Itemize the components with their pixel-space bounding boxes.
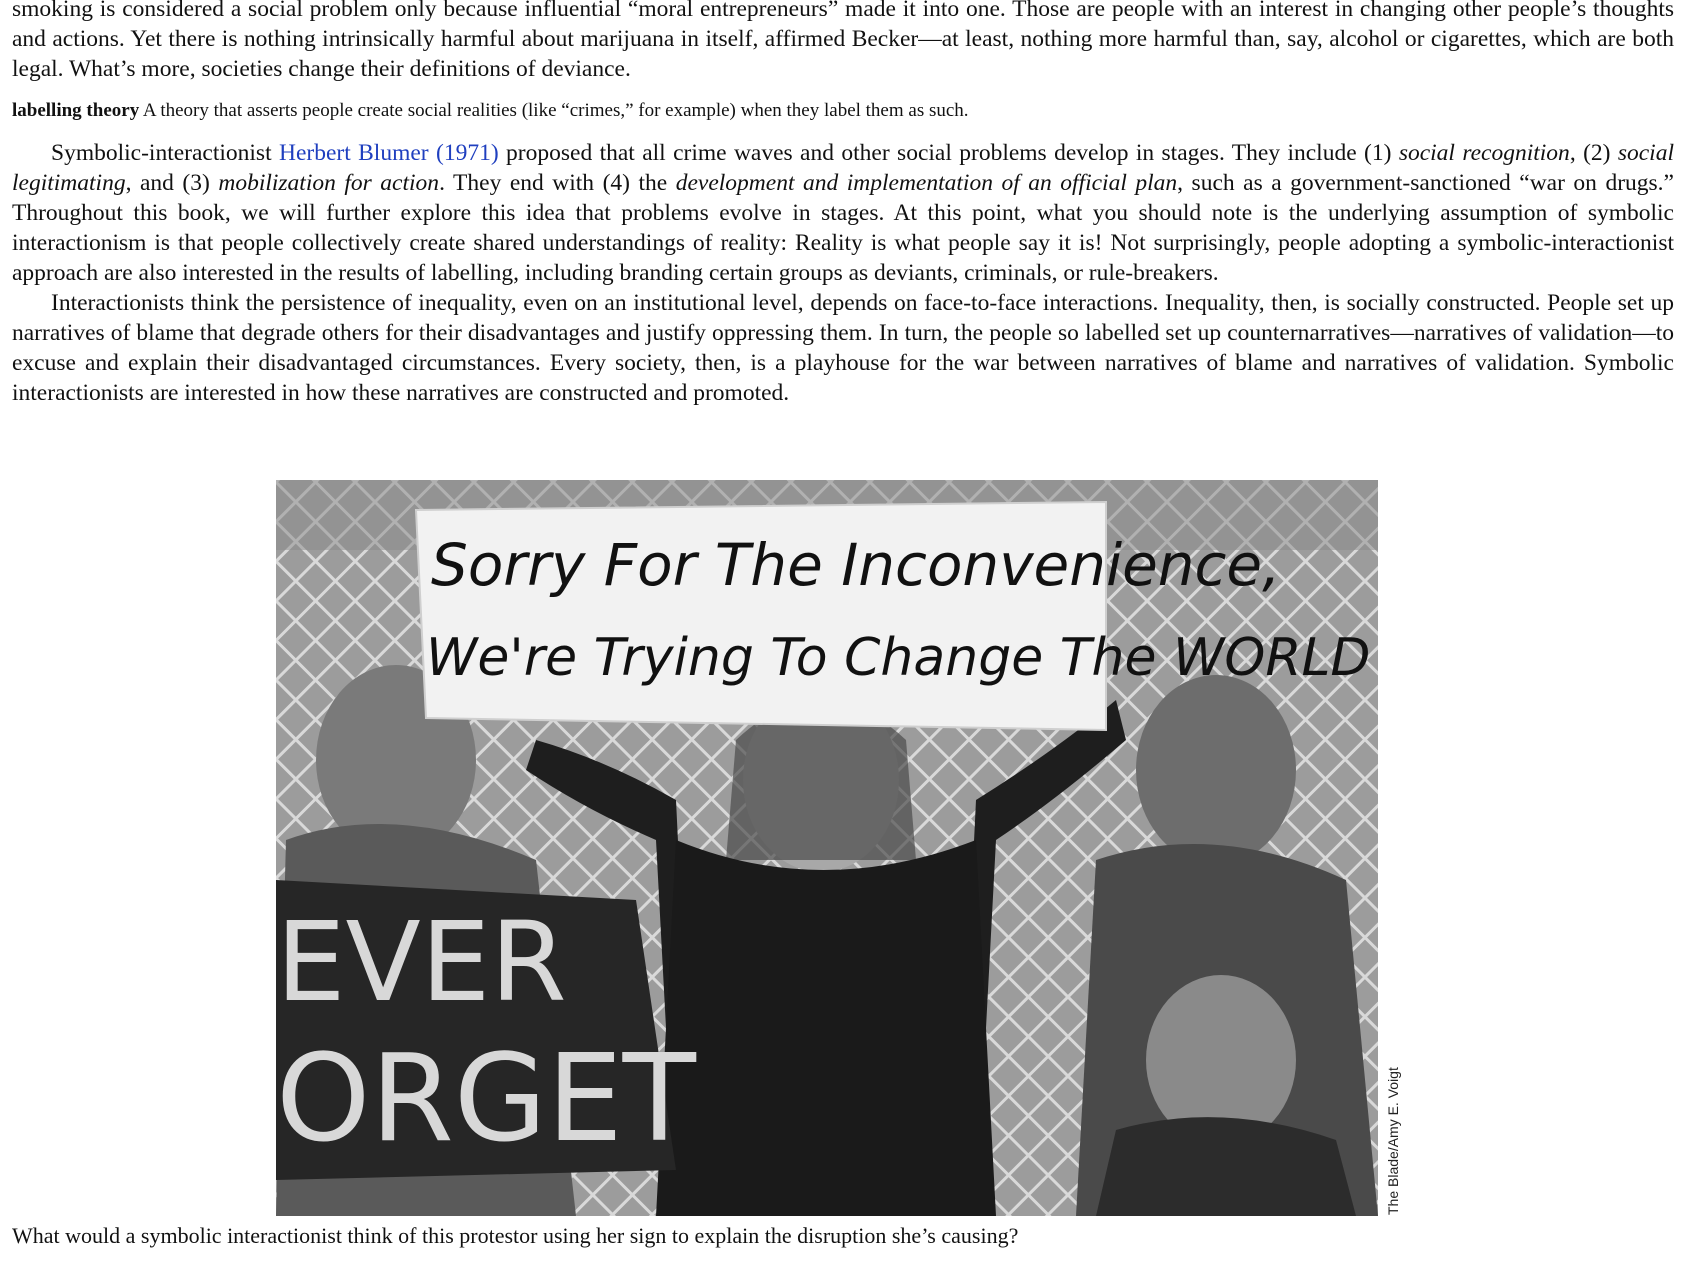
protest-photo-illustration	[276, 480, 1378, 1216]
banner-line-1: EVER	[276, 898, 567, 1026]
term-social-legitimating: social legitimating	[12, 140, 1674, 196]
glossary-entry	[12, 98, 1674, 124]
sign-line-1: Sorry For The Inconvenience,	[431, 531, 1281, 599]
text-run: , (2)	[1569, 140, 1618, 166]
citation-link-blumer[interactable]: Herbert Blumer (1971)	[278, 140, 499, 166]
text-run: Symbolic-interactionist	[51, 140, 279, 166]
term-social-recognition: social recognition	[1398, 140, 1570, 166]
person-right-head	[1136, 675, 1296, 865]
paragraph-1: smoking is considered a social problem only because influential “moral entrepreneurs” made it into one. Those are people with an interest in changing other people’s thoughts and actions. Yet there is nothing intrinsically harmful about marijuana in itself, affirmed Becker—at least, nothing more harmful than, say, alcohol or cigarettes, which are both legal. What’s more, societies change their definitions of deviance.	[12, 0, 1674, 82]
glossary-definition: A theory that asserts people create social realities (like “crimes,” for example) when they label them as such.	[139, 100, 969, 121]
text-run: , and (3)	[125, 170, 219, 196]
paragraph-3: Interactionists think the persistence of inequality, even on an institutional level, depends on face-to-face interactions. Inequality, then, is socially constructed. People set up narratives of blame that degrade others for their disadvantages and justify oppressing them. In turn, the people so labelled set up counternarratives—narratives of validation—to excuse and explain their disadvantaged circumstances. Every society, then, is a playhouse for the war between narratives of blame and narratives of validation. Symbolic interactionists are interested in how these narratives are constructed and promoted.	[12, 290, 1674, 406]
paragraph-2	[12, 138, 1674, 288]
text-run: . They end with (4) the	[439, 170, 676, 196]
sign-line-2: We're Trying To Change The WORLD	[426, 628, 1371, 688]
figure-caption: What would a symbolic interactionist think of this protestor using her sign to explain the disruption she’s causing?	[12, 1223, 1019, 1248]
glossary-term: labelling theory	[12, 100, 140, 121]
protest-photo	[276, 480, 1378, 1216]
text-run: proposed that all crime waves and other social problems develop in stages. They include (1)	[498, 140, 1399, 166]
article-body	[12, 0, 1674, 408]
photo-credit: The Blade/Amy E. Voigt	[1385, 1067, 1401, 1215]
text-run: , such as a government-sanctioned “war on drugs.” Throughout this book, we will further explore this idea that problems evolve in stages. At this point, what you should note is the underlying assumption of symbolic interactionism is that people collectively create shared understandings of reality: Reality is what people say it is! Not surprisingly, people adopting a symbolic-interactionist approach are also interested in the results of labelling, including branding certain groups as deviants, criminals, or rule-breakers.	[12, 170, 1674, 286]
protestor-body	[656, 840, 996, 1216]
term-official-plan: development and implementation of an official plan	[675, 170, 1178, 196]
term-mobilization: mobilization for action	[218, 170, 440, 196]
banner-line-2: ORGET	[276, 1030, 696, 1169]
